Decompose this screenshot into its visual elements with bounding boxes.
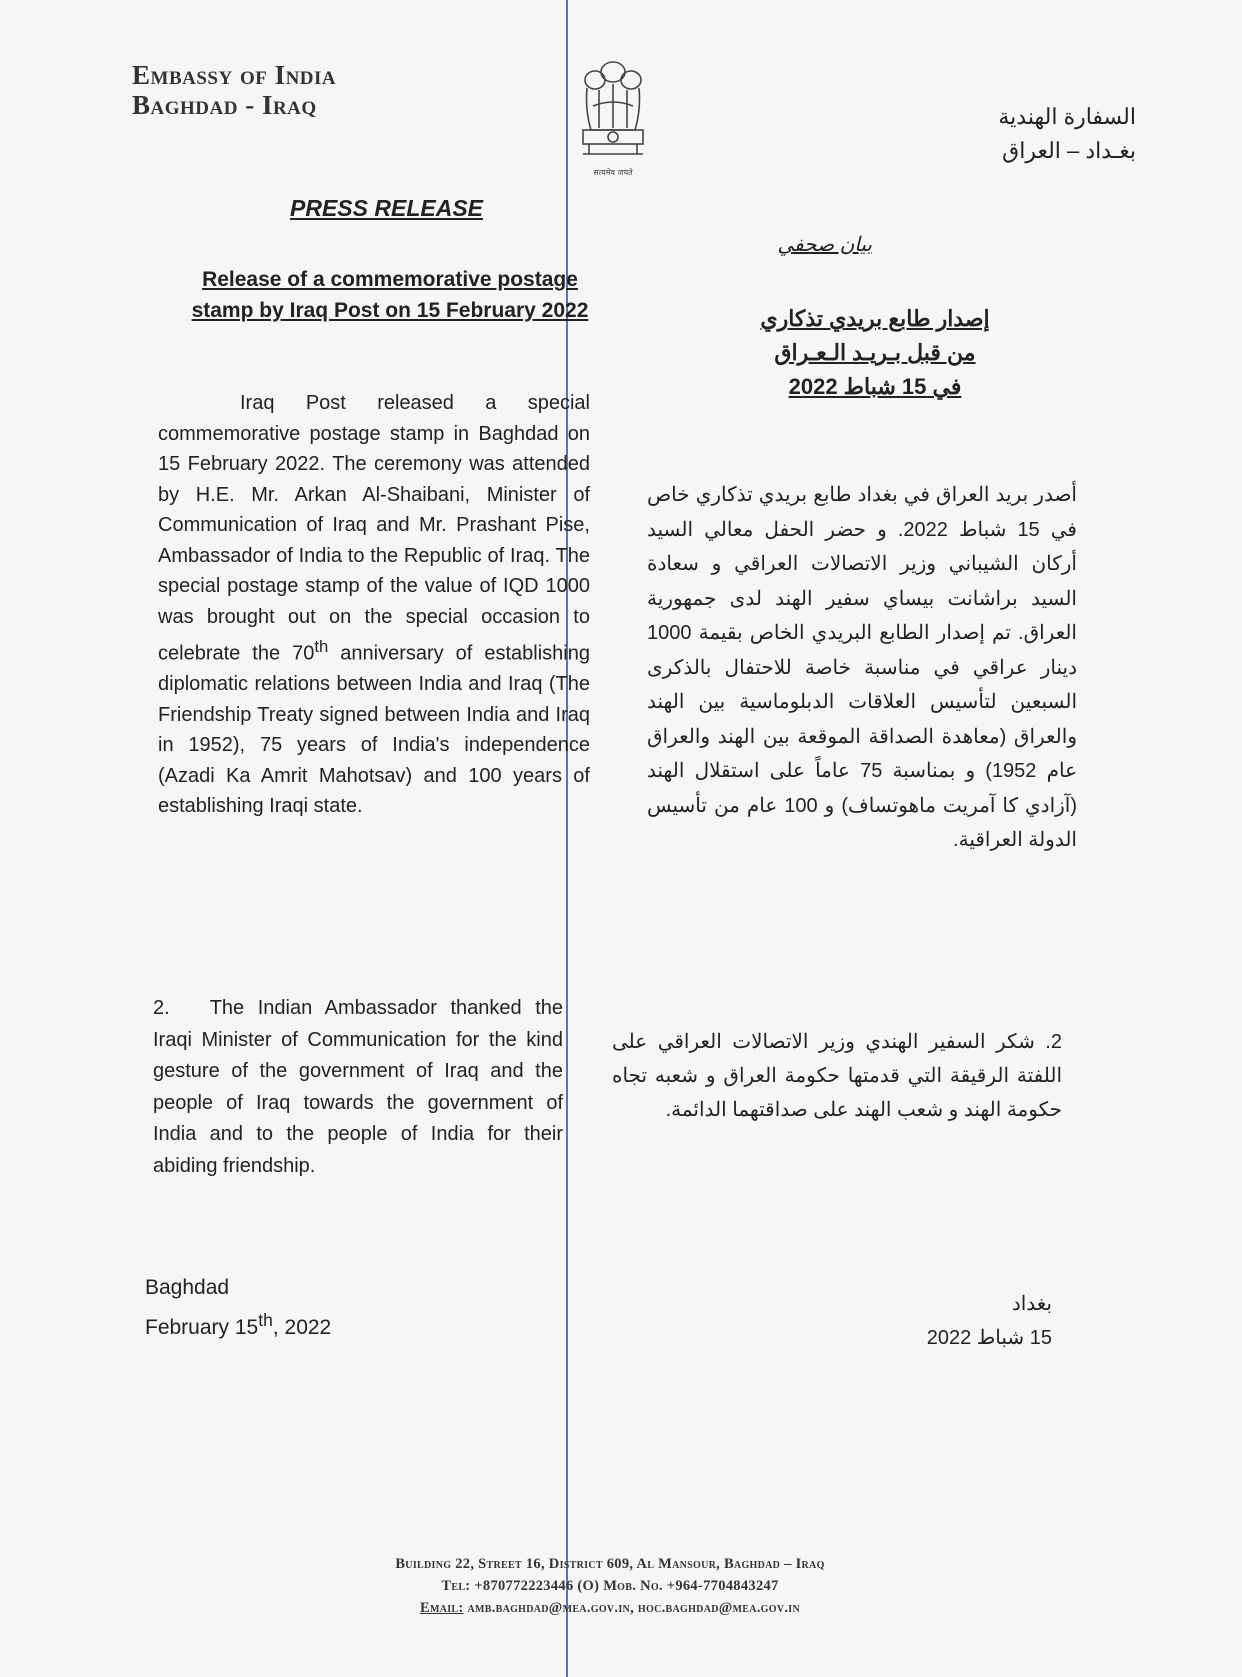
arabic-paragraph-1: أصدر بريد العراق في بغداد طابع بريدي تذكاري خاص في 15 شباط 2022. و حضر الحفل معالي السيد أركان الشيباني وزير الاتصالات العراقي و سعادة السيد براشانت بيساي سفير الهند لدى جمهورية العراق. تم إصدار الطابع البريدي الخاص بقيمة 1000 دينار عراقي في مناسبة خاصة للاحتفال بالذكرى السبعين لتأسيس العلاقات الدبلوماسية بين الهند والعراق (معاهدة الصداقة الموقعة بين الهند والعراق عام 1952) و بمناسبة 75 عاماً على استقلال الهند (آزادي كا آمريت ماهوتساف) و 100 عام من تأسيس الدولة العراقية.: [647, 484, 1078, 851]
english-sign-date-sup: th: [258, 1310, 273, 1330]
arabic-signoff: [832, 1287, 1052, 1355]
vertical-divider-line: [566, 0, 568, 1677]
footer-email: [260, 1597, 960, 1619]
english-paragraph-2-number: 2.: [153, 997, 170, 1019]
emblem-motto: सत्यमेव जयते: [593, 168, 633, 177]
english-paragraph-1-text-b: anniversary of establishing diplomatic relations between India and Iraq (The Friendship Treaty signed between India and Iraq in 1952), 75 years of India's independence (Azadi Ka Amrit Mahotsav) and 100 years of establishing Iraqi state.: [158, 642, 590, 818]
release-title-arabic: [730, 302, 1020, 404]
english-sign-date-suffix: , 2022: [272, 1316, 332, 1339]
english-signoff: [145, 1272, 331, 1344]
press-release-title: PRESS RELEASE: [290, 195, 483, 221]
embassy-name-arabic-line1: السفارة الهندية: [998, 104, 1136, 129]
english-paragraph-1-sup: th: [314, 637, 329, 656]
english-paragraph-2-text: The Indian Ambassador thanked the Iraqi Minister of Communication for the kind gesture of the government of Iraq and the people of Iraq towards the government of India and to the people of India for their abiding friendship.: [153, 997, 563, 1177]
footer-telephone: Tel: +870772223446 (O) Mob. No. +964-7704843247: [441, 1578, 779, 1594]
english-sign-date-prefix: February 15: [145, 1316, 259, 1339]
footer-email-value: amb.baghdad@mea.gov.in, hoc.baghdad@mea.gov.in: [463, 1600, 800, 1616]
embassy-name-english: [132, 60, 336, 120]
release-title-arabic-line1: إصدار طابع بريدي تذكاري: [760, 306, 990, 331]
english-paragraph-2: [153, 993, 563, 1182]
release-title-arabic-line3: في 15 شباط 2022: [788, 374, 962, 399]
ashoka-emblem-icon: [573, 50, 653, 190]
footer-email-label: Email:: [419, 1600, 464, 1616]
embassy-name-english-line1: Embassy of India: [132, 60, 337, 90]
english-paragraph-1: [158, 388, 590, 822]
footer-contact: [260, 1553, 960, 1619]
press-release-title-arabic: بيان صحفي: [777, 234, 872, 256]
arabic-sign-place: بغداد: [1011, 1293, 1052, 1315]
english-sign-date: [145, 1304, 331, 1344]
embassy-name-english-line2: Baghdad - Iraq: [132, 90, 317, 120]
embassy-name-arabic-line2: بغـداد – العراق: [1002, 138, 1136, 163]
release-title-english: Release of a commemorative postage stamp by Iraq Post on 15 February 2022: [191, 268, 589, 322]
english-paragraph-1-text-a: Iraq Post released a special commemorative postage stamp in Baghdad on 15 February 2022. The ceremony was attended by H.E. Mr. Arkan Al-Shaibani, Minister of Communication of Iraq and Mr. Prashant Pise, Ambassador of India to the Republic of Iraq. The special postage stamp of the value of IQD 1000 was brought out on the special occasion to celebrate the 70: [158, 392, 590, 665]
embassy-name-arabic: [916, 100, 1136, 168]
arabic-paragraph-2: 2. شكر السفير الهندي وزير الاتصالات العراقي على اللفتة الرقيقة التي قدمتها حكومة العراق و شعبه تجاه حكومة الهند و شعب الهند على صداقتهما الدائمة.: [612, 1031, 1062, 1121]
english-sign-place: Baghdad: [145, 1276, 230, 1299]
footer-address: Building 22, Street 16, District 609, Al Mansour, Baghdad – Iraq: [395, 1556, 825, 1572]
release-title-arabic-line2: من قبل بـريـد الـعـراق: [774, 340, 976, 365]
arabic-sign-date: 15 شباط 2022: [926, 1327, 1052, 1349]
